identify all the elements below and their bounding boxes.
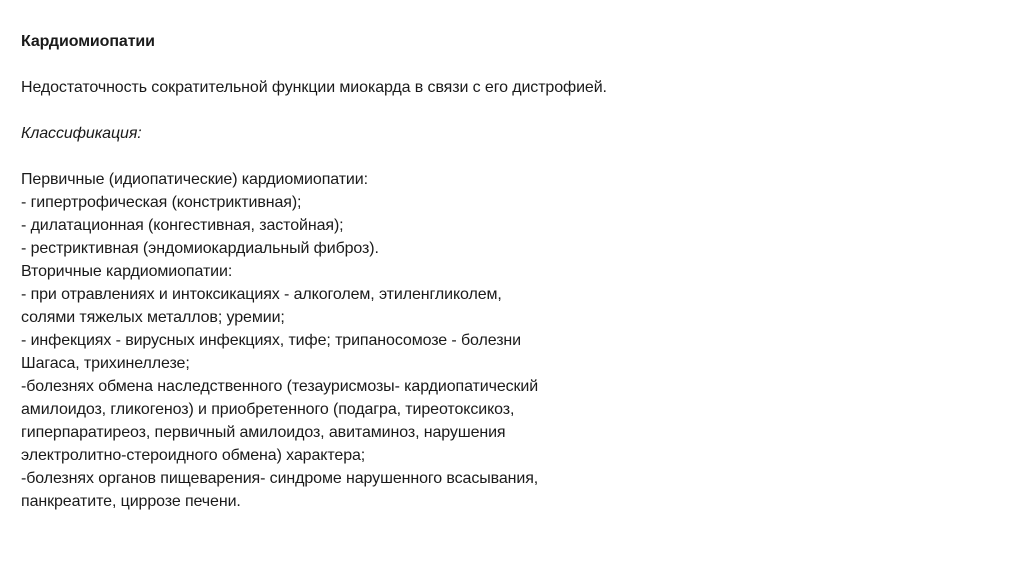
spacer (21, 53, 721, 76)
spacer (21, 145, 721, 168)
text-line: Первичные (идиопатические) кардиомиопатии: (21, 171, 368, 188)
spacer (21, 99, 721, 122)
text-line: электролитно-стероидного обмена) характера; (21, 447, 366, 464)
text-line: Шагаса, трихинеллезе; (21, 355, 190, 372)
text-line: - дилатационная (конгестивная, застойная); (21, 217, 344, 234)
text-line: -болезнях обмена наследственного (тезаурисмозы- кардиопатический (21, 378, 539, 395)
slide-title: Кардиомиопатии (21, 33, 155, 50)
classification-heading: Классификация: (21, 125, 142, 142)
text-line: панкреатите, циррозе печени. (21, 493, 241, 510)
text-line: - гипертрофическая (констриктивная); (21, 194, 302, 211)
text-line: амилоидоз, гликогеноз) и приобретенного (подагра, тиреотоксикоз, (21, 401, 515, 418)
text-line: - рестриктивная (эндомиокардиальный фиброз). (21, 240, 379, 257)
text-line: - инфекциях - вирусных инфекциях, тифе; трипаносомозе - болезни (21, 332, 521, 349)
slide-content (21, 30, 721, 513)
text-line: Вторичные кардиомиопатии: (21, 263, 233, 280)
text-line: солями тяжелых металлов; уремии; (21, 309, 285, 326)
text-line: - при отравлениях и интоксикациях - алкоголем, этиленгликолем, (21, 286, 502, 303)
text-line: -болезнях органов пищеварения- синдроме нарушенного всасывания, (21, 470, 539, 487)
definition-text: Недостаточность сократительной функции миокарда в связи с его дистрофией. (21, 79, 607, 96)
text-line: гиперпаратиреоз, первичный амилоидоз, авитаминоз, нарушения (21, 424, 506, 441)
